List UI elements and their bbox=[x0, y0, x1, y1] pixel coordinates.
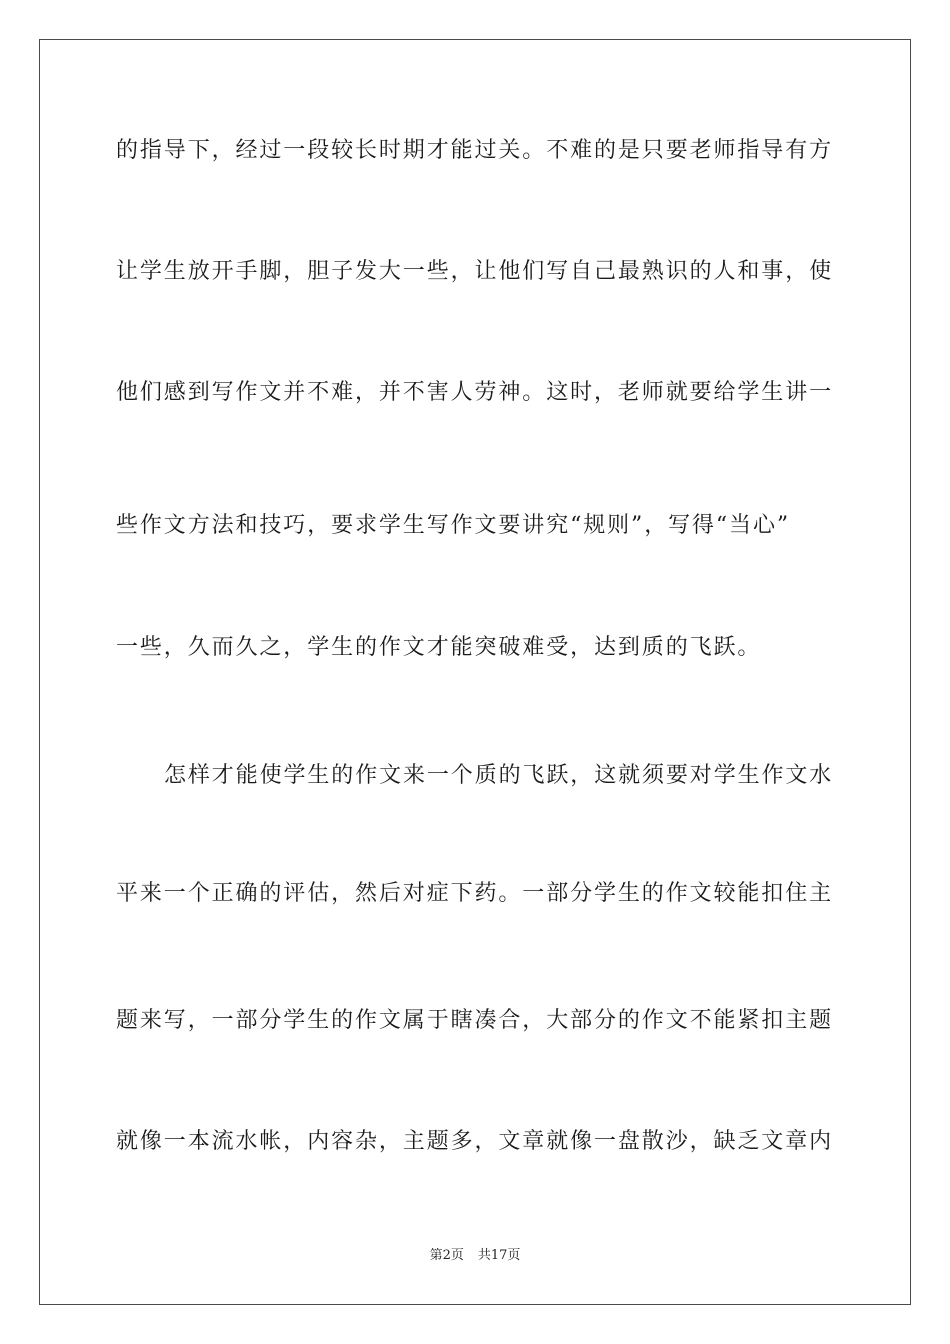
text-line: 题来写，一部分学生的作文属于瞎凑合，大部分的作文不能紧扣主题 bbox=[116, 1008, 834, 1033]
paragraph-first-line: 怎样才能使学生的作文来一个质的飞跃，这就须要对学生作文水 bbox=[164, 763, 834, 788]
text-line: 平来一个正确的评估，然后对症下药。一部分学生的作文较能扣住主 bbox=[116, 881, 834, 906]
page-total: 共17页 bbox=[477, 1248, 521, 1263]
page-footer bbox=[0, 1247, 950, 1265]
text-line: 一些，久而久之，学生的作文才能突破难受，达到质的飞跃。 bbox=[116, 635, 762, 660]
text-line: 他们感到写作文并不难，并不害人劳神。这时，老师就要给学生讲一 bbox=[116, 380, 834, 405]
text-line: 让学生放开手脚，胆子发大一些，让他们写自己最熟识的人和事，使 bbox=[116, 259, 834, 284]
text-line: 就像一本流水帐，内容杂，主题多，文章就像一盘散沙，缺乏文章内 bbox=[116, 1129, 834, 1154]
page-border bbox=[39, 39, 911, 1305]
page-number: 第2页 bbox=[429, 1248, 464, 1263]
text-line: 的指导下，经过一段较长时期才能过关。不难的是只要老师指导有方 bbox=[116, 138, 834, 163]
text-line: 些作文方法和技巧，要求学生写作文要讲究“规则”，写得“当心” bbox=[116, 513, 790, 538]
